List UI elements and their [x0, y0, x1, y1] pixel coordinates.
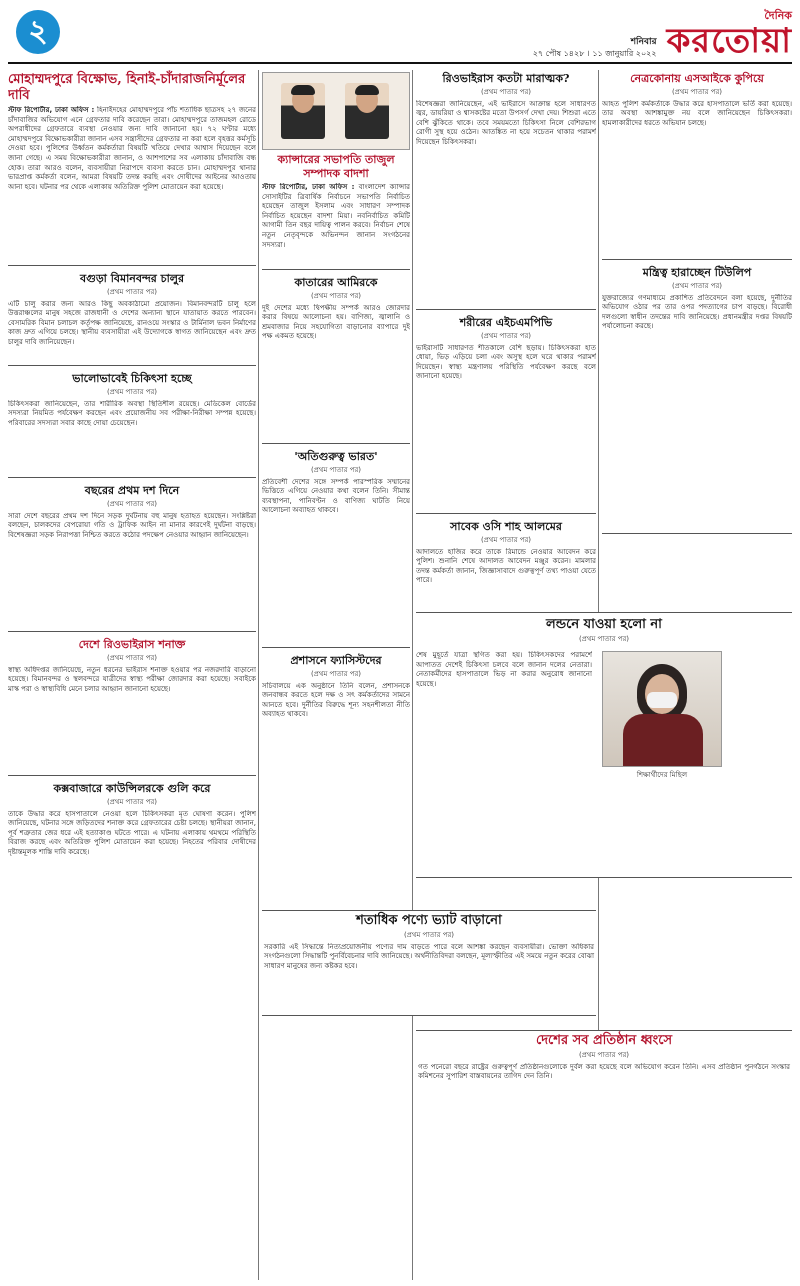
story-virus-detected[interactable]	[8, 636, 256, 776]
story-body: দুই দেশের মধ্যে দ্বিপক্ষীয় সম্পর্ক আরও জোরদার করার বিষয়ে আলোচনা হয়। বাণিজ্য, জ্বালানি ও শ্রমবাজার নিয়ে সহযোগিতা বাড়ানোর ব্যাপারে দুই পক্ষ একমত হয়েছে।	[262, 303, 410, 341]
story-body: ভাইরাসটি সাধারণত শীতকালে বেশি ছড়ায়। চিকিৎসকরা হাত ধোয়া, ভিড় এড়িয়ে চলা এবং অসুস্থ হলে ঘরে থাকার পরামর্শ দিয়েছেন। স্বাস্থ্য মন্ত্রণালয় পরিস্থিতি পর্যবেক্ষণ করছে বলে জানানো হয়েছে।	[416, 343, 596, 381]
story-headline: শরীরের এইচএমপিভি	[459, 316, 553, 329]
portrait-photos	[262, 72, 410, 150]
story-continuation: (প্রথম পাতার পর)	[310, 466, 362, 474]
story-body: আদালতে হাজির করে তাকে রিমান্ডে নেওয়ার আবেদন করে পুলিশ। শুনানি শেষে আদালত আবেদন মঞ্জুর করেন। মামলার তদন্ত কর্মকর্তা জানান, জিজ্ঞাসাবাদে গুরুত্বপূর্ণ তথ্য পাওয়া যেতে পারে।	[416, 547, 596, 585]
story-continuation: (প্রথম পাতার পর)	[480, 332, 532, 340]
story-headline: কক্সবাজারে কাউন্সিলরকে গুলি করে	[53, 782, 211, 795]
story-body	[262, 183, 410, 267]
story-continuation: (প্রথম পাতার পর)	[671, 282, 723, 290]
story-headline: ক্যান্সারের সভাপতি তাজুল সম্পাদক বাদশা	[277, 153, 395, 180]
story-treatment[interactable]	[8, 370, 256, 478]
story-continuation: (প্রথম পাতার পর)	[106, 500, 158, 508]
story-headline: কাতারের আমিরকে	[294, 276, 378, 289]
story-body: স্বাস্থ্য অধিদপ্তর জানিয়েছে, নতুন ধরনের ভাইরাস শনাক্ত হওয়ার পর নজরদারি বাড়ানো হয়েছে। বিমানবন্দর ও স্থলবন্দরে যাত্রীদের স্বাস্থ্য পরীক্ষা জোরদার করা হয়েছে। সবাইকে মাস্ক পরা ও স্বাস্থ্যবিধি মেনে চলার আহ্বান জানানো হয়েছে।	[8, 665, 256, 693]
masthead-meta	[533, 36, 657, 60]
story-body: শেষ মুহূর্তে যাত্রা স্থগিত করা হয়। চিকিৎসকদের পরামর্শে আপাতত দেশেই চিকিৎসা চলবে বলে জানান দলের নেতারা। নেতাকর্মীদের হাসপাতালে ভিড় না করার অনুরোধ জানানো হয়েছে।	[416, 651, 592, 688]
story-continuation: (প্রথম পাতার পর)	[480, 536, 532, 544]
story-headline: দেশে রিওভাইরাস শনাক্ত	[78, 638, 186, 651]
logo-small-text: দৈনিক	[764, 9, 792, 22]
story-headline: ভালোভাবেই চিকিৎসা হচ্ছে	[72, 372, 192, 385]
story-body: তাকে উদ্ধার করে হাসপাতালে নেওয়া হলে চিকিৎসকরা মৃত ঘোষণা করেন। পুলিশ জানিয়েছে, ঘটনার সঙ্গে জড়িতদের শনাক্ত করে গ্রেফতারের চেষ্টা চলছে। স্থানীয়রা জানান, পূর্ব শত্রুতার জের ধরে এই হত্যাকাণ্ড ঘটতে পারে। এ ঘটনায় এলাকায় থমথমে পরিস্থিতি বিরাজ করছে এবং অতিরিক্ত পুলিশ মোতায়েন করা হয়েছে। নিহতের পরিবার দোষীদের দৃষ্টান্তমূলক শাস্তি দাবি করেছে।	[8, 809, 256, 856]
story-body: এটি চালু করার জন্য আরও কিছু অবকাঠামো প্রয়োজন। বিমানবন্দরটি চালু হলে উত্তরাঞ্চলের মানুষ সহজে রাজধানী ও দেশের অন্যান্য স্থানে যাতায়াত করতে পারবেন। বেসামরিক বিমান চলাচল কর্তৃপক্ষ জানিয়েছে, রানওয়ে সংস্কার ও টার্মিনাল ভবন নির্মাণের কাজ দ্রুত এগিয়ে চলছে। স্থানীয় ব্যবসায়ীরা এই উদ্যোগকে স্বাগত জানিয়েছেন এবং দ্রুত চালুর দাবি জানিয়েছেন।	[8, 299, 256, 346]
story-body: বিশেষজ্ঞরা জানিয়েছেন, এই ভাইরাসে আক্রান্ত হলে সাধারণত জ্বর, ডায়রিয়া ও শ্বাসকষ্টের মতো উপসর্গ দেখা দেয়। শিশুরা এতে বেশি ঝুঁকিতে থাকে। তবে সময়মতো চিকিৎসা নিলে বেশিরভাগ রোগী সুস্থ হয়ে ওঠেন। আতঙ্কিত না হয়ে সচেতন থাকার পরামর্শ দিয়েছেন চিকিৎসকরা।	[416, 99, 596, 146]
story-tulip[interactable]	[602, 264, 792, 534]
news-photo	[602, 651, 722, 767]
story-body: সারা দেশে বছরের প্রথম দশ দিনে সড়ক দুর্ঘটনায় বহু মানুষ হতাহত হয়েছেন। সংশ্লিষ্টরা বলছেন, চালকদের বেপরোয়া গতি ও ট্রাফিক আইন না মানার কারণেই দুর্ঘটনা বাড়ছে। বিশেষজ্ঞরা সড়ক নিরাপত্তা নিশ্চিত করতে কঠোর পদক্ষেপ নেওয়ার আহ্বান জানিয়েছেন।	[8, 511, 256, 539]
story-text: বাংলাদেশ ক্যান্সার সোসাইটির ত্রিবার্ষিক নির্বাচনে সভাপতি নির্বাচিত হয়েছেন তাজুল ইসলাম এবং সাধারণ সম্পাদক নির্বাচিত হয়েছেন বাদশা মিয়া। নবনির্বাচিত কমিটি আগামী তিন বছর দায়িত্ব পালন করবে। নির্বাচন শেষে নতুন নেতৃবৃন্দকে অভিনন্দন জানান সংগঠনের সদস্যরা।	[262, 183, 410, 249]
story-india[interactable]	[262, 448, 410, 648]
story-institutions[interactable]	[416, 1030, 792, 1280]
story-headline: প্রশাসনে ফ্যাসিস্টদের	[290, 654, 382, 667]
story-byline: স্টাফ রিপোর্টার, ঢাকা অফিস :	[8, 106, 95, 114]
story-body: গত পনেরো বছরে রাষ্ট্রের গুরুত্বপূর্ণ প্রতিষ্ঠানগুলোকে দুর্বল করা হয়েছে বলে অভিযোগ করেন তিনি। এসব প্রতিষ্ঠান পুনর্গঠনে সংস্কার কমিশনের সুপারিশ বাস্তবায়নের তাগিদ দেন তিনি।	[418, 1062, 790, 1081]
column-1	[8, 70, 256, 1280]
story-virus-severity[interactable]	[416, 70, 596, 310]
story-cancer-society[interactable]	[262, 70, 410, 270]
story-hmpv[interactable]	[416, 314, 596, 514]
masthead	[8, 4, 792, 64]
story-continuation: (প্রথম পাতার পর)	[106, 388, 158, 396]
newspaper-logo[interactable]	[667, 10, 792, 60]
photo-figure-coat	[623, 714, 703, 767]
photo-figure-mask	[647, 692, 677, 708]
story-headline: লন্ডনে যাওয়া হলো না	[546, 617, 662, 632]
portrait-secretary	[345, 83, 389, 139]
story-body: সরকারি এই সিদ্ধান্তে নিত্যপ্রয়োজনীয় পণ্যের দাম বাড়তে পারে বলে আশঙ্কা করছেন ব্যবসায়ীরা। ভোক্তা অধিকার সংগঠনগুলো সিদ্ধান্তটি পুনর্বিবেচনার দাবি জানিয়েছে। অর্থনীতিবিদরা বলছেন, মূল্যস্ফীতির এই সময়ে নতুন করের বোঝা সাধারণ মানুষের জন্য কষ্টকর হবে।	[264, 942, 594, 970]
story-continuation: (প্রথম পাতার পর)	[578, 1051, 630, 1059]
story-headline: শতাধিক পণ্যে ভ্যাট বাড়ানো	[356, 913, 502, 928]
story-body: আহত পুলিশ কর্মকর্তাকে উদ্ধার করে হাসপাতালে ভর্তি করা হয়েছে। তার অবস্থা আশঙ্কামুক্ত নয় বলে জানিয়েছেন চিকিৎসকরা। হামলাকারীদের ধরতে অভিযান চলছে।	[602, 99, 792, 127]
issue-day: শনিবার	[630, 37, 657, 47]
story-headline: সাবেক ওসি শাহ আলমের	[450, 520, 562, 533]
logo-big-text: করতোয়া	[666, 21, 792, 61]
story-bogura[interactable]	[8, 270, 256, 366]
story-netrokona[interactable]	[602, 70, 792, 260]
story-continuation: (প্রথম পাতার পর)	[106, 288, 158, 296]
story-headline: রিওভাইরাস কতটা মারাত্মক?	[442, 72, 570, 85]
story-text: হিনাইদহের মোহাম্মদপুরে পাঁচ শতাধিক ছাত্রসহ ২৭ জনের চাঁদাবাজির অভিযোগ এনে গ্রেফতার দাবি করেছেন তারা। মোহাম্মদপুরে তাজমহল রোডে অপরাধীদের গ্রেফতারে ব্যবস্থা নেওয়ার জন্য দাবি জানানো হয়। ৭২ ঘণ্টার মধ্যে মোহাম্মদপুরে বিক্ষোভকারীরা জানান এসব সন্ত্রাসীদের গ্রেফতার না করা হলে বৃহত্তর কর্মসূচি দেওয়া হবে। পুলিশের উর্ধ্বতন কর্মকর্তারা বিষয়টি খতিয়ে দেখার আশ্বাস দিয়েছেন বলে জানা গেছে। এ সময় বিক্ষোভকারীরা জানান, ও আশপাশের সব এলাকায় চাঁদাবাজি বন্ধ হোক। তারা আরও বলেন, ব্যবসায়ীরা নিরাপদে ব্যবসা করতে চান। মোহাম্মদপুর থানার ভারপ্রাপ্ত কর্মকর্তা বলেন, আমরা বিষয়টি তদন্ত করছি এবং দোষীদের আইনের আওতায় আনা হবে। ঘটনার পর থেকে এলাকায় অতিরিক্ত পুলিশ মোতায়েন করা হয়েছে।	[8, 106, 256, 191]
story-headline: বছরের প্রথম দশ দিনে	[84, 484, 180, 497]
portrait-president	[281, 83, 325, 139]
story-mohammadpur[interactable]	[8, 70, 256, 266]
story-continuation: (প্রথম পাতার পর)	[480, 88, 532, 96]
story-continuation: (প্রথম পাতার পর)	[671, 88, 723, 96]
story-qatar-emir[interactable]	[262, 274, 410, 444]
story-headline: বগুড়া বিমানবন্দর চালুর	[79, 272, 185, 285]
story-coxsbazar[interactable]	[8, 780, 256, 1220]
story-continuation: (প্রথম পাতার পর)	[106, 798, 158, 806]
story-headline: 'অতিগুরুত্ব ভারত'	[294, 450, 378, 463]
column-2	[262, 70, 410, 1280]
story-body: সচিবালয়ে এক অনুষ্ঠানে তিনি বলেন, প্রশাসনকে জনবান্ধব করতে হলে দক্ষ ও সৎ কর্মকর্তাদের সামনে আনতে হবে। দুর্নীতির বিরুদ্ধে শূন্য সহনশীলতা নীতি অব্যাহত থাকবে।	[262, 681, 410, 719]
story-body: প্রতিবেশী দেশের সঙ্গে সম্পর্ক পারস্পরিক সম্মানের ভিত্তিতে এগিয়ে নেওয়ার কথা বলেন তিনি। সীমান্ত ব্যবস্থাপনা, পানিবণ্টন ও বাণিজ্য ঘাটতি নিয়ে আলোচনা অব্যাহত থাকবে।	[262, 477, 410, 515]
story-continuation: (প্রথম পাতার পর)	[310, 670, 362, 678]
story-headline: নেত্রকোনায় এসআইকে কুপিয়ে	[630, 72, 764, 85]
story-byline: স্টাফ রিপোর্টার, ঢাকা অফিস :	[262, 183, 355, 191]
story-london[interactable]	[416, 612, 792, 878]
story-year-first[interactable]	[8, 482, 256, 632]
story-body: চিকিৎসকরা জানিয়েছেন, তার শারীরিক অবস্থা স্থিতিশীল রয়েছে। মেডিকেল বোর্ডের সদস্যরা নিয়মিত পর্যবেক্ষণ করছেন এবং প্রয়োজনীয় সব পরীক্ষা-নিরীক্ষা সম্পন্ন হয়েছে। পরিবারের সদস্যরা সবার কাছে দোয়া চেয়েছেন।	[8, 399, 256, 427]
issue-date: ২৭ পৌষ ১৪২৮ । ১১ জানুয়ারি ২০২২	[532, 49, 657, 58]
page-number-badge: ২	[16, 10, 60, 54]
masthead-right	[533, 6, 792, 60]
column-divider	[412, 70, 413, 1280]
story-headline: দেশের সব প্রতিষ্ঠান ধ্বংসে	[535, 1033, 673, 1048]
story-body: যুক্তরাজ্যের গণমাধ্যমে প্রকাশিত প্রতিবেদনে বলা হয়েছে, দুর্নীতির অভিযোগ ওঠার পর তার ওপর পদত্যাগের চাপ বাড়ছে। বিরোধী দলগুলো স্বাধীন তদন্তের দাবি জানিয়েছে। প্রধানমন্ত্রীর দপ্তর বিষয়টি পর্যালোচনা করছে।	[602, 293, 792, 331]
story-vat[interactable]	[262, 910, 596, 1016]
story-continuation: (প্রথম পাতার পর)	[310, 292, 362, 300]
photo-caption: শিক্ষার্থীদের মিছিল	[636, 771, 688, 779]
story-continuation: (প্রথম পাতার পর)	[106, 654, 158, 662]
story-headline: মোহাম্মদপুরে বিক্ষোভ, হিনাই-চাঁদারাজনির্মূলের দাবি	[8, 72, 246, 103]
story-headline: মন্ত্রিত্ব হারাচ্ছেন টিউলিপ	[642, 266, 752, 279]
story-continuation: (প্রথম পাতার পর)	[578, 635, 630, 643]
column-divider	[258, 70, 259, 1280]
story-continuation: (প্রথম পাতার পর)	[403, 931, 455, 939]
story-body	[8, 106, 256, 266]
